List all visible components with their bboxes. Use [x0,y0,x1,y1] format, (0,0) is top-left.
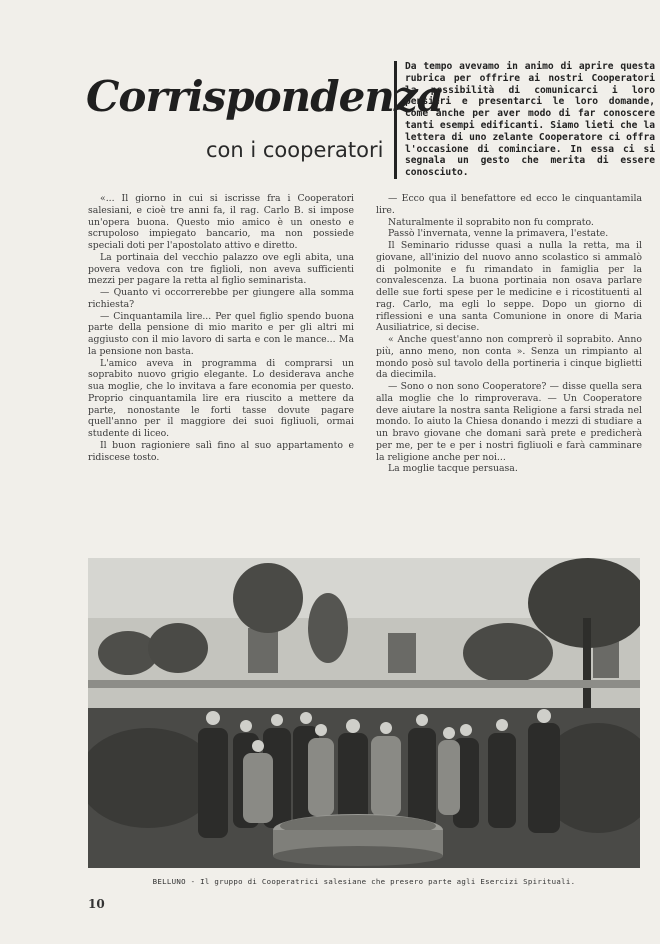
left-paragraph: — Cinquantamila lire... Per quel figlio spendo buona parte della pensione di mio marito e per gli altri mi aggiusto con il mio lavoro di sarta e con le mance... Ma la pensione non basta. [88,310,354,357]
intro-paragraph: Da tempo avevamo in animo di aprire questa rubrica per offrire ai nostri Cooperatori la possibilità di comunicarci i loro pensieri e presentarci le loro domande, come anche per aver modo di far conoscere tanti esempi edificanti. Siamo lieti che la lettera di uno zelante Cooperatore ci offra l'occasione di cominciare. In essa ci si segnala un gesto che merita di essere conosciuto. [394,61,655,179]
right-paragraph: — Ecco qua il benefattore ed ecco le cinquantamila lire. [376,193,642,216]
left-column [88,193,354,463]
group-photo [88,558,640,868]
right-paragraph: La moglie tacque persuasa. [388,463,518,475]
left-paragraph: La portinaia del vecchio palazzo ove egli abita, una povera vedova con tre figlioli, non aveva sufficienti mezzi per pagare la retta al figlio seminarista. [88,251,354,287]
left-paragraph: «... Il giorno in cui si iscrisse fra i Cooperatori salesiani, e cioè tre anni fa, il rag. Carlo B. si impose un'opera buona. Questo mio amico è un onesto e scrupoloso impiegato bancario, ma non possiede speciali doti per l'apostolato attivo e diretto. [88,193,354,251]
group-photo-illustration [88,558,640,868]
left-paragraph: — Quanto vi occorrerebbe per giungere alla somma richiesta? [88,287,354,310]
left-paragraph: L'amico aveva in programma di comprarsi un soprabito nuovo grigio elegante. Lo desiderava anche sua moglie, che lo invitava a fare economia per questo. Proprio cinquantamila lire era riuscito a mettere da parte, nonostante le forti tasse dovute pagare quell'anno per il maggiore dei suoi figliuoli, ormai studente di liceo. [88,357,354,439]
photo-caption: BELLUNO - Il gruppo di Cooperatrici salesiane che presero parte agli Esercizi Spirituali. [152,877,576,886]
right-paragraph: Naturalmente il soprabito non fu comprato. [388,216,594,228]
right-paragraph: — Sono o non sono Cooperatore? — disse quella sera alla moglie che lo rimproverava. — Un Cooperatore deve aiutare la nostra santa Religione a farsi strada nel mondo. Io aiuto la Chiesa donando i mezzi di studiare a un bravo giovane che domani sarà prete e predicherà per me, per te e per i nostri figliuoli e farà camminare la religione anche per noi... [376,381,642,463]
page-subtitle: con i cooperatori [206,138,384,162]
right-paragraph: Il Seminario ridusse quasi a nulla la retta, ma il giovane, all'inizio del nuovo anno scolastico si ammalò di polmonite e fu rimandato in famiglia per la convalescenza. La buona portinaia non osava parlare delle sue forti spese per le medicine e i ricostituenti al rag. Carlo, ma egli lo seppe. Dopo un giorno di riflessioni e una santa Comunione in onore di Maria Ausiliatrice, si decise. [376,240,642,334]
right-paragraph: « Anche quest'anno non comprerò il soprabito. Anno più, anno meno, non conta ». Senza un rimpianto al mondo posò sul tavolo della portineria i cinque biglietti da diecimila. [376,334,642,381]
left-paragraph: Il buon ragioniere salì fino al suo appartamento e ridiscese tosto. [88,439,354,463]
page-title: Corrispondenza [86,72,443,121]
right-paragraph: Passò l'invernata, venne la primavera, l'estate. [388,228,609,240]
page-number: 10 [88,897,105,911]
right-column [376,193,642,475]
